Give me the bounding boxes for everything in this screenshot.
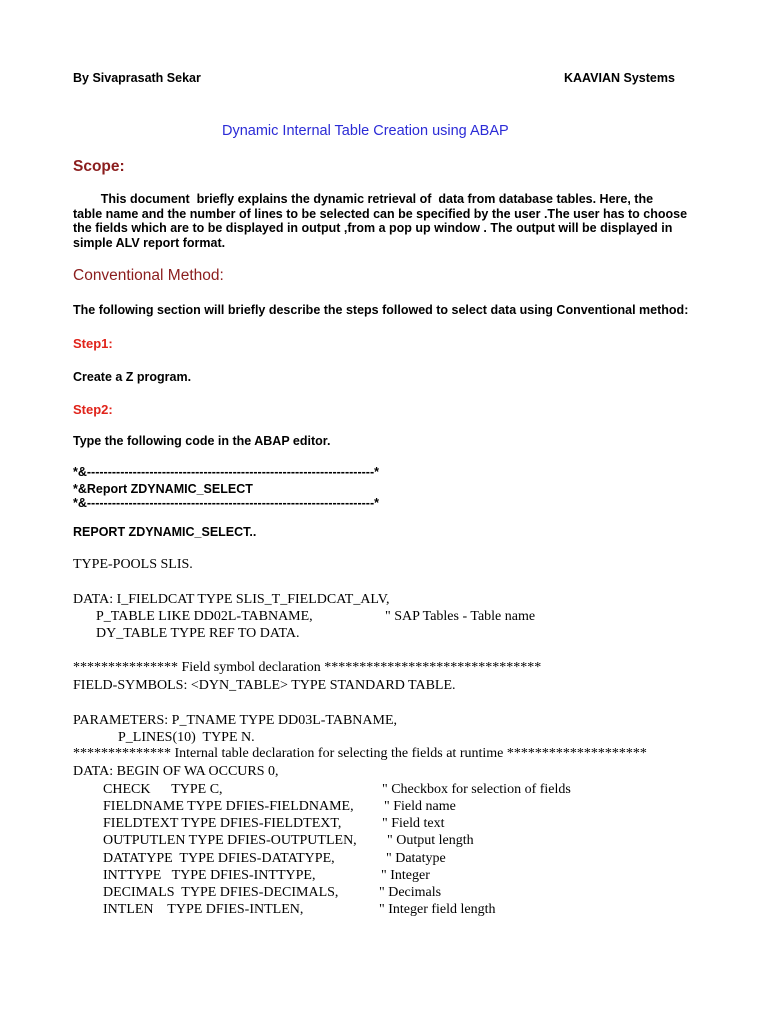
conventional-heading: Conventional Method:	[73, 267, 224, 284]
code-data-decl: P_TABLE LIKE DD02L-TABNAME,	[96, 609, 313, 624]
code-field-decl: CHECK TYPE C,	[103, 782, 223, 797]
step2-text: Type the following code in the ABAP editor.	[73, 434, 331, 448]
code-comment: " Output length	[387, 833, 474, 848]
code-field-decl: DECIMALS TYPE DFIES-DECIMALS,	[103, 885, 339, 900]
code-data-decl: DY_TABLE TYPE REF TO DATA.	[96, 626, 300, 641]
code-field-decl: OUTPUTLEN TYPE DFIES-OUTPUTLEN,	[103, 833, 357, 848]
code-parameters: PARAMETERS: P_TNAME TYPE DD03L-TABNAME,	[73, 713, 398, 728]
code-comment: " Decimals	[379, 885, 442, 900]
code-report-comment: *&Report ZDYNAMIC_SELECT	[73, 482, 253, 496]
code-comment-line: *&---------------------------------------------------------------------*	[73, 496, 379, 510]
author-name: By Sivaprasath Sekar	[73, 71, 201, 85]
code-data-decl: DATA: I_FIELDCAT TYPE SLIS_T_FIELDCAT_ALV,	[73, 592, 390, 607]
code-comment: " Integer field length	[379, 902, 496, 917]
scope-line: This document briefly explains the dynamic retrieval of data from database tables. Here, the	[73, 192, 654, 206]
step1-text: Create a Z program.	[73, 370, 192, 384]
code-comment: " Integer	[381, 868, 430, 883]
code-comment: ************** Internal table declaration for selecting the fields at runtime ********************	[73, 746, 647, 761]
scope-line: table name and the number of lines to be selected can be specified by the user .The user has to choose	[73, 206, 688, 221]
code-comment: " Checkbox for selection of fields	[382, 782, 571, 797]
code-comment: " Field name	[384, 799, 456, 814]
scope-paragraph	[73, 192, 703, 250]
code-field-decl: INTTYPE TYPE DFIES-INTTYPE,	[103, 868, 316, 883]
company-name: KAAVIAN Systems	[564, 71, 675, 85]
code-data-begin: DATA: BEGIN OF WA OCCURS 0,	[73, 764, 279, 779]
scope-line: simple ALV report format.	[73, 235, 226, 250]
code-field-decl: INTLEN TYPE DFIES-INTLEN,	[103, 902, 304, 917]
scope-heading: Scope:	[73, 158, 125, 175]
code-field-symbols: FIELD-SYMBOLS: <DYN_TABLE> TYPE STANDARD TABLE.	[73, 678, 456, 693]
code-field-decl: FIELDNAME TYPE DFIES-FIELDNAME,	[103, 799, 354, 814]
document-title: Dynamic Internal Table Creation using ABAP	[222, 123, 509, 139]
scope-line: the fields which are to be displayed in output ,from a pop up window . The output will be displayed in	[73, 221, 673, 235]
code-comment: " SAP Tables - Table name	[385, 609, 536, 624]
code-field-decl: FIELDTEXT TYPE DFIES-FIELDTEXT,	[103, 816, 342, 831]
code-comment: " Field text	[382, 816, 445, 831]
code-comment: " Datatype	[386, 851, 446, 866]
code-comment-line: *&---------------------------------------------------------------------*	[73, 465, 379, 479]
step1-label: Step1:	[73, 336, 113, 351]
code-field-decl: DATATYPE TYPE DFIES-DATATYPE,	[103, 851, 335, 866]
code-type-pools: TYPE-POOLS SLIS.	[73, 557, 193, 572]
conventional-intro: The following section will briefly describe the steps followed to select data using Conventional method:	[73, 303, 689, 317]
step2-label: Step2:	[73, 402, 113, 417]
code-parameters: P_LINES(10) TYPE N.	[118, 730, 255, 745]
code-report-statement: REPORT ZDYNAMIC_SELECT..	[73, 525, 257, 539]
code-comment: *************** Field symbol declaration *******************************	[73, 660, 542, 675]
